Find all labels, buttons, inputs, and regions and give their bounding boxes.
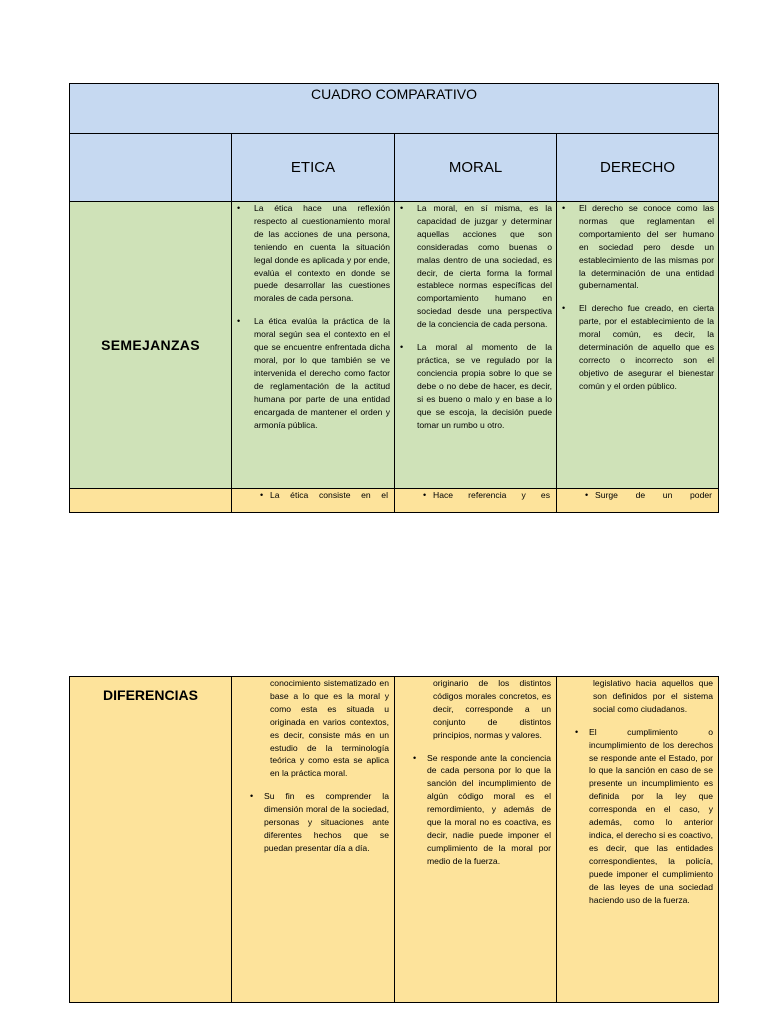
- continued-text: conocimiento sistematizado en base a lo que es la moral y como esta es situada u originada en varios contextos, es decir, consiste más en un estudio de la terminología teórica y como esta se aplica en la práctica moral.: [270, 678, 389, 779]
- row-label-diferencias: DIFERENCIAS: [70, 677, 232, 1003]
- column-header-etica: ETICA: [232, 134, 395, 202]
- list-item: • El derecho fue creado, en cierta parte, por el establecimiento de la moral común, es decir, la determinación de aquello que es correcto o incorrecto son el objetivo de asegurar el bienestar común y el orden público.: [579, 302, 714, 392]
- row-label-semejanzas: SEMEJANZAS: [70, 202, 232, 489]
- column-header-moral: MORAL: [395, 134, 557, 202]
- continued-text: originario de los distintos códigos morales concretos, es decir, corresponde a un conjunto de distintos principios, normas y valores.: [433, 678, 551, 740]
- row-label-diferencias-start: [70, 489, 232, 513]
- cell-diferencias-derecho: [557, 677, 719, 1003]
- cell-diferencias-etica-start: [232, 489, 395, 513]
- cell-diferencias-moral-start: [395, 489, 557, 513]
- list-item: • La ética evalúa la práctica de la moral según sea el contexto en el que se encuentre enfrentada dicha moral, por lo que también se ve intervenida el derecho como factor de reglamentación de la actitud humana por parte de una entidad encargada de mantener el orden y armonía pública.: [254, 315, 390, 431]
- list-item: • El cumplimiento o incumplimiento de los derechos se responde ante el Estado, por lo que la sanción en caso de se presente un incumplimiento es definida por la ley que corresponda en el caso, y además, como lo anterior indica, el derecho si es coactivo, es decir, que las entidades correspondientes, la policía, puede imponer el cumplimiento de las leyes de una sociedad haciendo uso de la fuerza.: [589, 726, 713, 907]
- empty-header-cell: [70, 134, 232, 202]
- cell-semejanzas-etica: [232, 202, 395, 489]
- list-item: • Hace referencia y es: [433, 489, 550, 502]
- list-item: • La moral, en sí misma, es la capacidad de juzgar y determinar aquellas acciones que son consideradas como buenas o malas dentro de una sociedad, es decir, de cierta forma la formal establece normas específicas del comportamiento humano en sociedad desde una perspectiva de la conciencia de cada persona.: [417, 202, 552, 331]
- cell-diferencias-moral: [395, 677, 557, 1003]
- list-item: • Su fin es comprender la dimensión moral de la sociedad, personas y situaciones ante diferentes hechos que se puedan presentar día a día.: [264, 790, 389, 855]
- column-header-derecho: DERECHO: [557, 134, 719, 202]
- list-item: • La ética consiste en el: [270, 489, 388, 502]
- cell-semejanzas-moral: [395, 202, 557, 489]
- cell-diferencias-etica: [232, 677, 395, 1003]
- comparison-table-page-2: [69, 676, 719, 1003]
- list-item: • El derecho se conoce como las normas que reglamentan el comportamiento del ser humano en sociedad pero desde un establecimiento de las mismas por la determinación de una entidad gubernamental.: [579, 202, 714, 292]
- list-item: • La ética hace una reflexión respecto al cuestionamiento moral de las acciones de una persona, teniendo en cuenta la situación legal donde es aplicada y por ende, evalúa el contexto en donde se puede desarrollar las cuestiones morales de cada persona.: [254, 202, 390, 305]
- table-title: CUADRO COMPARATIVO: [70, 84, 719, 134]
- list-item: • La moral al momento de la práctica, se ve regulado por la conciencia propia sobre lo que se debe o no debe de hacer, es decir, si es bueno o malo y en base a lo que se escoja, la decisión puede tomar un rumbo u otro.: [417, 341, 552, 431]
- cell-semejanzas-derecho: [557, 202, 719, 489]
- cell-diferencias-derecho-start: [557, 489, 719, 513]
- list-item: • Se responde ante la conciencia de cada persona por lo que la sanción del incumplimiento de algún código moral es el remordimiento, y además de que la moral no es coactiva, es decir, nadie puede imponer el cumplimiento de la moral por medio de la fuerza.: [427, 752, 551, 868]
- list-item: • Surge de un poder: [595, 489, 712, 502]
- continued-text: legislativo hacia aquellos que son definidos por el sistema social como ciudadanos.: [593, 678, 713, 714]
- comparison-table-page-1: [69, 83, 719, 513]
